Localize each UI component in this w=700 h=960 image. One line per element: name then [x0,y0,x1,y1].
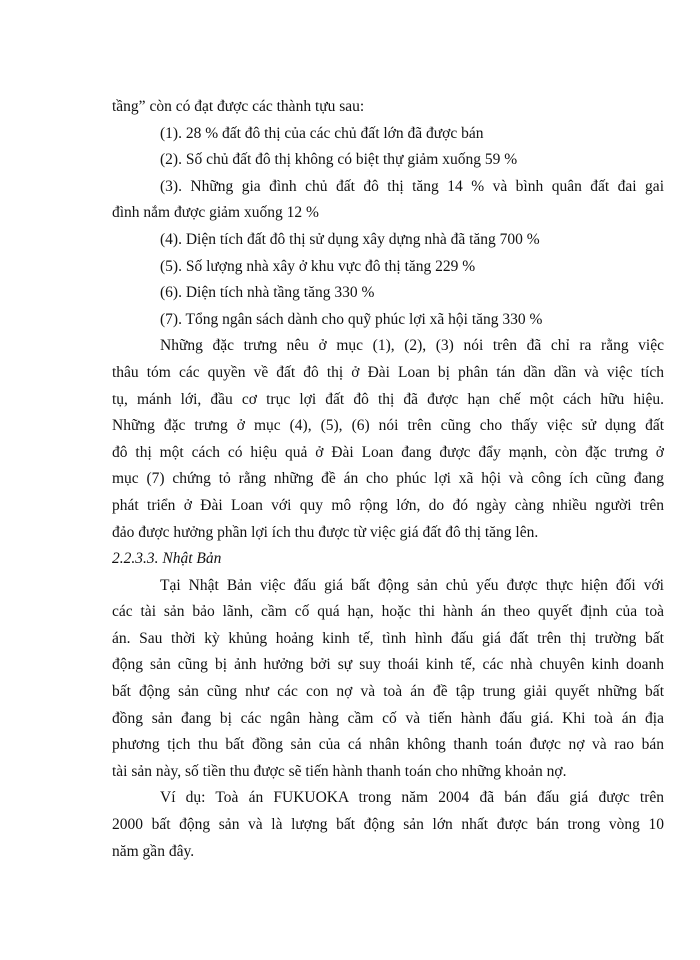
section-heading: 2.2.3.3. Nhật Bản [112,550,222,568]
text-line: phương tịch thu bất đồng sản của cá nhân không thanh toán được nợ và rao bán [112,736,664,754]
text-line: mục (7) chứng tỏ rằng những đề án cho phúc lợi xã hội và công ích cũng đang [112,470,664,488]
text-line: (3). Những gia đình chủ đất đô thị tăng 14 % và bình quân đất đai gai [160,177,664,195]
text-line: tài sản này, số tiền thu được sẽ tiến hành thanh toán cho những khoản nợ. [112,762,567,780]
text-line: Ví dụ: Toà án FUKUOKA trong năm 2004 đã bán đấu giá được trên [160,789,664,807]
text-line: đô thị một cách có hiệu quả ở Đài Loan đang được đẩy mạnh, còn đặc trưng ở [112,443,664,461]
text-line: thâu tóm các quyền về đất đô thị ở Đài Loan bị phân tán dần dần và việc tích [112,363,664,381]
text-line: Tại Nhật Bản việc đấu giá bất động sản chủ yếu được thực hiện đối với [160,576,664,594]
text-line: (5). Số lượng nhà xây ở khu vực đô thị tăng 229 % [160,257,476,275]
text-line: đình nắm được giảm xuống 12 % [112,204,319,222]
text-line: Những đặc trưng nêu ở mục (1), (2), (3) nói trên đã chỉ ra rằng việc [160,337,664,355]
text-line: động sản cũng bị ảnh hưởng bởi sự suy thoái kinh tế, các nhà chuyên kinh doanh [112,656,664,674]
text-line: các tài sản bảo lãnh, cầm cố quá hạn, hoặc thi hành án theo quyết định của toà [112,603,664,621]
text-line: năm gần đây. [112,842,195,860]
text-line: (4). Diện tích đất đô thị sử dụng xây dựng nhà đã tăng 700 % [160,230,540,248]
text-line: án. Sau thời kỳ khủng hoảng kinh tế, tình hình đấu giá đất trên thị trường bất [112,629,664,647]
text-line: tụ, mánh lới, đầu cơ trục lợi đất đô thị đã được hạn chế một cách hữu hiệu. [112,390,664,408]
text-line: (7). Tổng ngân sách dành cho quỹ phúc lợi xã hội tăng 330 % [160,310,543,328]
text-line: phát triển ở Đài Loan với quy mô rộng lớn, do đó ngày càng nhiều người trên [112,496,664,514]
text-line: (6). Diện tích nhà tầng tăng 330 % [160,284,375,302]
text-line: (1). 28 % đất đô thị của các chủ đất lớn đã được bán [160,124,484,142]
text-line: bất động sản cũng như các con nợ và toà án đề tập trung giải quyết những bất [112,683,664,701]
text-line: 2000 bất động sản và là lượng bất động sản lớn nhất được bán trong vòng 10 [112,816,664,834]
text-line: (2). Số chủ đất đô thị không có biệt thự giảm xuống 59 % [160,151,518,169]
text-line: đảo được hưởng phần lợi ích thu được từ việc giá đất đô thị tăng lên. [112,523,539,541]
text-line: Những đặc trưng ở mục (4), (5), (6) nói trên cũng cho thấy việc sử dụng đất [112,417,664,435]
text-line: đồng sản đang bị các ngân hàng cầm cố và tiến hành đấu giá. Khi toà án địa [112,709,664,727]
document-body [112,94,664,865]
text-line: tầng” còn có đạt được các thành tựu sau: [112,98,365,115]
